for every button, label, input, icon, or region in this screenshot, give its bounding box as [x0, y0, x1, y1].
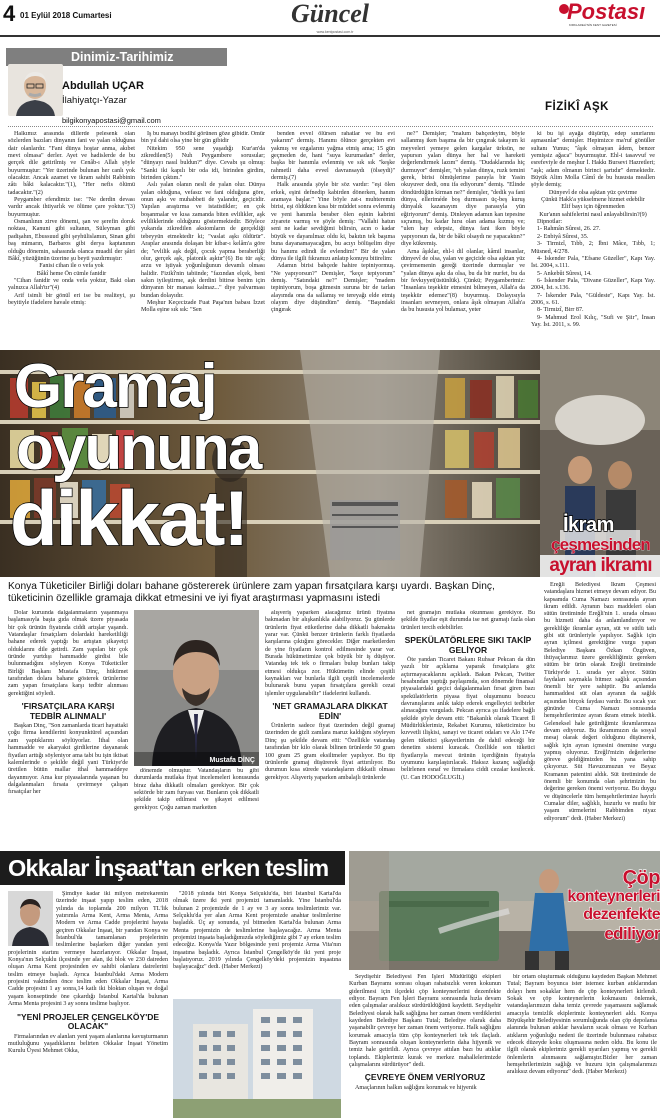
site-url: www.kentpostasi.com.tr [316, 30, 354, 34]
column-text-1: Halkımız arasında dillerde pelesenk olan sözlerden bazıları dinyanın fani ve yalan olduğuna dair olanlardır. "Fani dünya hoştar anma, akıbet mevt olmasa" derler. Ayet ve hadislerde de bu gerçek dile getirilmiş ve Cenâb-ı Allah şöyle buyurmuştur: "Yer üzerinde bulunan her canlı yok olacaktır. Ancak azamet ve ikram sahibi Rabbinin zâtı bâki kalacaktır."(1), "Her nefis ölümü tadacaktır."(2) Peygamber efendimiz ise: "Ne derdin devası vardır ancak ihtiyarlık ve ölüme çare yoktur."(3) buyurmuştur. Osmanlının zirve dönemi, şan ve şerefin doruk noktası, Kanuni gibi sultanın, Süleyman gibi padişahın, Ebussuud gibi şeyhülislamın, Sinan gibi baş mimarın, Barbaros gibi derya kaptanının olduğu dönemin, sahasında olanca muadil der şâiri Bâkî, yüzüğünün üzerine şu beyti yazdırmıştır: Fanisi cihan ile o vefa yok Bâkî heme Ön cümle fanidir "Cihan fanidir ve onda vefa yoktur, Baki olan yalnızca Allah'tır"(4) Arif isimli bir gönül eri ise bu realiteyi, şu beyitiyle ifadelere havale etmiş: [8, 131, 135, 306]
news1-text-2: dönemde olmuştur. Vatandaşların bu gibi durumlarda mutlaka fiyat incelemeleri konusunda biraz daha dikkatli olmaları gerekiyor. Bir çok sektörde bir zam furyası var. Bunların çok dikkatli şekilde takip edilmesi ve şikayet edilmesi gerekiyor. Çoğu zaman marketten [134, 768, 259, 811]
news2-headline-word-1: İkram [563, 514, 614, 536]
page-number: 4 [3, 1, 16, 26]
news2-headline-word-3: ayran ikramı [549, 555, 652, 576]
column-text-3: benden evvel ölürsen rahatlar ve bu evi yakarım" dermiş. Hanımı ölünce gerçekten evi yakmış ve ezgalarını yağma etmiş ama; 15 gün geçmeden de, hani "suya kurumadan" derler, başka bir hanımla evlenmiş ve sık sık "keşke rahmetli daha evvel davransaydı (ölseydi)" dermiş.(7) Halk arasında şöyle bir söz vardır: "eşi ölen erkek, eşini defnedip kabirden dönerken, hanım aramaya başlar." Yine böyle zat-ı muhteremin birisi, eşi öldükten kısa bir müddet sonra evlenmiş ve yeni hanımla beraber ölen eşinin kabrini ziyarete varmış ve şöyle demiş: "Vallahi hatun seni ne kadar sevdiğimi bilirsin, acın o kadar büyük ve dayanılmaz oldu ki, bakıtın tek başıma buna dayanamayacağım, bu acıyı bölüşelim diye bu hanımı edindi ile evlendim!" Bir de yalan dünya ile ilgili fıkramızı anlatıp konuyu bitirelim: Adamın birisi bahçede hahire tepiniyormuş. "Ne yapıyorsun?" Demişler, "keçe tepiyorum" demiş. "Satındaki ne?" Demişler; "madem tepiniyorum, boşa gitmesin suruna bir de tarlan alayımda ona da sallamış ve tereyağı elde etmiş olayım diye düşündüm" demiş. "Başındaki çingırak [271, 131, 395, 314]
news1-subheading-1: 'FIRSATÇILARA KARŞI TEDBİR ALINMALI' [21, 701, 115, 721]
column-text-5: ki bu işi ayağa düşürüp, edep sınırlarını aşmasınlar" demişler. Hepimizce ma'ruf gönüller sultanı Yunus; "âşık olmayan âdem, benzer yemişsiz ağaca" buyurmuştur. Ehl-i tasavvuf ve esrefeviyle de meşhur İ. Hakkı Bursevi Hazretleri; "aşk; adam olmanın birinci şartıdır" demektedir. Büyük Alim Molla Câmî de bu hususta meallen şöyle demiş; Dünyevî de olsa aşktan yüz çevirme Çünkü Hakk'a yükselmene hizmet edebilir Elif bayı için öğrenmeden Kur'anın sahifelerini nasıl anlayabilirsin?(9) Dipnotlar: 1- Rahmân Sûresi, 26. 27. 2- Enbiyâ Sûresi, 35. 3- Tirmizî, Tıbb, 2; İbni Mâce, Tıbb, 1; Müsned, 4/278. 4- İskender Pala, "Efsane Güzeller", Kapı Yay. İst. 2004, s.111. 5- Ankebût Sûresi, 14. 6- İskender Pala, "Divane Güzeller", Kapı Yay. 2004, İst. s.136. 7- İskender Pala, "Güldeste", Kapı Yay. İst. 2006, s. 61. 8- Tirmizî, Birr 87. 9- Mahmud Erol Kılıç, "Sufi ve Şiir", İnsan Yay. İst. 2011, s. 99. [531, 131, 655, 328]
section-title: Güncel [291, 0, 369, 28]
news2-headline [541, 515, 660, 576]
logo [555, 0, 660, 30]
column-banner-title: Dinimiz-Tarihimiz [71, 50, 174, 64]
column-text-2: İş bu manayı bodlhî görünen göze gibidir. Ömür bin yıl dahi olsa yine bir gün gibidir Nitekim 950 sene yaşadığı Kur'an'da zikredilen(5) Nuh Peygambere sorusular; "dünyayı nasıl buldun?" diye. Cevabı şu olmuş: "Sanki iki kapılı bir oda idi, birinden girdim, birinden çıktım." Aslı yalan olanın nesli de yalan olur. Dünya yalan olduğuna, vefasız ve fani olduğuna göre, onun aşkı ve muhabbeti de yalandır, geçicidir. Yapılan araştırma ve istatistikler; en çok boşanmalar ve kısa zamanda biten evlilikler, aşk evliliklerinde olduğunu göstermektedir. Böylece yukarıda zikredilen aksiomların de gerçekliği tebeyyün etmektedir ki; "vaslat aşkı öldürür". Araplar arasında dolaşan bir kibar-ı kelâm'a göre de; "evlilik aşk değil, çocuk yapma beraberliği olur, gerçek aşk, platonik aşktır"(6) Bu tür aşk; arzu ve iştiyak yoğunluğunun devamlı olması halidir. Fizikî'nin tabiinde; "fazından elçek, beni sakın iyileştirme, aşk derdini bitirse benim için dünyanın bir manası kalmaz..." diye yalvarması bundan dolayıdır. Meşhur Keçecizade Fuat Paşa'nın babası İzzet Molla eşine sık sık: "Sen [141, 131, 265, 314]
news1-text-4: net gramajın mutlaka okunması gerekiyor. Bu şekilde fiyatlar eşit durumda ise net gramajı fazla olan ürünleri tercih edebilirler. SPEKÜLATÖRLERE SIKI TAKİP GELİYOR Öte yandan Ticaret Bakanı Ruhsar Pekcan da dün yazılı bir açıklama yaparak fırsatçılara göz açtırmayacaklarını açıkladı. Bakan Pekcan, Twitter hesabından yaptığı paylaşımda, son dönemde finansal piyasalardaki geçici dalgalanmaları fırsat giren bazı spekülatörlerin piyasa fiyat oluşumunu bozucu davranışlarını anlık takip ederek engelleyici tedbirler alınacağını vurguladı. Pekcan ayrıca şu ifadelere bağlı şekilde şöyle devam etti: "Bakanlık olarak Ticaret İl Müdürlüklerimiz, Rekabet Kurumu, tüketicimize bu kuvvetli ilişkisi, sanayi ve ticaret odaları ve Alo 174'e gelen tüketici şikayetlerinin de dahil edeceği bir denetim sistemi kuracak. Özellikle son tüketici fiyatlarıyla mevcut ürünün içerdiğinin fiyatıyla uyumunu karşılaştırılacak. Haksız kazanç sağladığı belirlenen esnaf ve firmalara ciddi cezalar kesilecek. (U. Can HODOĞLUGİL) [401, 610, 535, 781]
news1-headline-word-1: Gramaj [14, 352, 216, 421]
news1-text-3: alışveriş yaparken alacağımız ürünü fiyatına bakmadan bir alışkanlıkla alabiliyoruz. Şu günlerde ürünlerin fiyat etiketlerine daha dikkatli bakmakta yarar var. Çünkü benzer ürünlerin farklı fiyatlarda karşılarına çıktığını görecekler. Diğer marketlerden de yine fiyatların kontrol edilmesinde yarar var. Burada hükümetimize çok büyük bir iş düşüyor. Vatandaş tek tek o firmaları bulup bunları takip etmesi oldukça zor. Hükümetin elinde çeşitli kaynakları var bunlarla ilgili çeşitli incelemelerde bulunarak bunu yapan fırsatçılara gerekli cezai işlemler uygulanabilir" ifadelerini kullandı. 'NET GRAMAJLARA DİKKAT EDİN' Ürünlerin sadece fiyat üzerinden değil gramaj üzerinden de gizli zamlara maruz kaldığını söyleyen Dinç şu şekilde devam etti: "Özellikle vatandaş tarafından bir kilo olarak bilinen ürünlerde 50 gram 100 gram 25 gram eksiltmeler yapılıyor. Bu tip ürünlerde gramaj düşürerek fiyat arttırılıyor. Bu durumun kısa sürede vatandaşların dikkatli olması gerekiyor. Alışveriş yaparken ambalajlı ürünlerde [265, 610, 395, 781]
photo-caption: Mustafa DİNÇ [209, 757, 255, 764]
news2-headline-word-2: çeşmesinden [551, 535, 650, 554]
column-topic: FİZİKÎ AŞK [545, 101, 609, 113]
news1-subheading-3: SPEKÜLATÖRLERE SIKI TAKİP GELİYOR [404, 635, 532, 655]
news3-text-1: Şimdiye kadar iki milyon metrekarenin üzerinde inşaat yapıp teslim eden, 2018 yılında da toplamda 200 milyon TL'lik yatırımla Arma Kent, Arma Menta, Arma Modern ve Arma Cadde projelerini hayata geçiren Okkalar İnşaat, bir yandan Konya ve İstanbul'da tamamlanan projelerinin teslimlerine başlarken diğer yandan yeni projelerinin startını vermeye hazırlanıyor. Okkalar İnşaat, Konya'nın Selçuklu ilçesinde yer alan, iki blok ve 230 daireden oluşan Arma Kent projesinden ev sahibi olanlara dairelerini teslim etmeye başladı. Ayrıca İstanbul'daki Arma Modern projesini vaktinden önce teslim eden Okkalar İnşaat, Arma Cadde projesini 1 ay sonra,14 katlı iki bloktan oluşan ve doğal yaşam konseptinde öne çıkardığı İstanbul Kartal'da bulunan Arma Menta projesini 3 ay sonra teslime başlıyor. "YENİ PROJELER ÇENGELKÖY'DE OLACAK" Firmalarından ev alanları yeni yaşam alanlarına kavuşturmanın mutluluğunu yaşadıklarını belirten Okkalar İnşaat Yönetim Kurulu Üyesi Mehmet Okka, [8, 891, 168, 1055]
column-text-4: ne?" Demişler; "malum bahçedeyim, böyle sallanmış iken başıma da bir çıngırak takayım ki meyveleri yemeye gelen kargalar ürksün, ne yapursın yalan dünya her hal ve hareketi değerlendirmek lazım" demiş. "Dudaklarında hiç durmuyor" demişler, "eh yalan dünya, ruzk temini gerek, birisi ölmüşlerime parayla bir Yasin okuyuver dedi, onu ifa ediyorum" demiş. "Elinde döndürdüğün kirman ne?" demişler, "dedik ya fani dünya, elleriméde boş durmasın üç-beş kuruş dünyalık kazanayım diye parasıyla yün eğiriyorum" demiş. Dinleyen adamın kan tepesine sıçramış, bu kadar hırsı olan adama kızmış ve; "ulen hay edepsiz, dünya fani iken böyle yapıyorsun da, bir de bâki olsaydı ne yapacaktın?" diye kükremiş. Arna âşıklar, ehl-i dil olanlar, kâmil insanlar, dünyevî de olsa, yalan ve geçicide olsa aşktan yüz çevirmemenin gereği üzerinde durmuşlar ve "yalan dünya aşkı da olsa, bu da bir nurfet, bu da bir fevkıyyet(üstünlük). Çünkü; Peygamberimiz: "İnsanlara teşekkür etmesini bilmeyen, Allah'a da teşekkür edemez"(8) buyurmuş. Dolayısıyla insanları sevmeyen, onlara âşık olmayan Allah'a da bu hususta yol bulamaz, yeter [401, 131, 525, 314]
news3-subheading-1: "YENİ PROJELER ÇENGELKÖY'DE OLACAK" [16, 1011, 160, 1031]
news3-text-2: "2018 yılında biri Konya Selçuklu'da, biri İstanbul Kartal'da olmak üzere iki yeni projemizi tamamladık. Yine İstanbul'da bulunan 2 projemizde de 1 ay ve 3 ay sonra teslimlerimiz var. Selçuklu'da yer alan Arma Kent projemizde anahtar teslimlerine başladık. Üç ay sonunda, yıl bitmeden Kartal'da bulunan Arma Menta projemizin de teslimlerine başlayacağız. Arma Menta projemizi inşaata başladığımızda söylediğimiz gibi 7 ay erken teslim edeceğiz. Konya'da Yazır bölgesinde yeni projemiz Arma Vita'nın inşaatına başladık. Ayrıca İstanbul Çengelköy'de iki yeni proje başlatıyoruz. 2019 yılında Çengelköy'deki projemizin inşaatına başlayacağız" dedi. (Haber Merkezi) [173, 891, 341, 971]
mustafa-dinc-photo [134, 610, 259, 766]
logo-text: Postası [567, 0, 646, 24]
news4-headline-word-1: Çöp [622, 867, 660, 889]
arma-building-photo [173, 999, 341, 1118]
news3-headline: Okkalar İnşaat'tan erken teslim [8, 855, 329, 881]
news1-headline-word-3: dikkat! [10, 474, 248, 562]
author-name: Abdullah UÇAR [62, 80, 144, 92]
news2-text: Ereğli Belediyesi İkram Çeşmesi vatandaşlara hizmet etmeye devam ediyor. Bu kapsamda Cuma Namazı sonrasında ayran ikram edildi. Ayranın bazı maddeleri olan sütün üretiminde Ereğli'nin 1. sırada olması bu hizmeti daha da anlamlandırıyor ve gerekliliğe ikramlar ayran, süt ve sütlü tatlı gibi süt ürünleriyle yapılıyor. Sağlık için ayran içilmesi gerektiğine vurgu yapan Belediye Başkanı Özkan Özgüven, ihtiyaçlarımız üzere gerekliliğimiz gereken sütüm bir ürün olarak Ereğli üretiminde Türkiye'de 1. sırada yer alıyor. Sütün faydaları saymakla bitmez sağlık açısından önemli bir yere sahiptir. Bu anlamda hammaddesi süt olan ayranın da sağlık açısından birçok faydası vardır. Bu sıcak yaz gününde Cuma Namazı sonrasında hemşehrilerimize ayran ikram etmek istedik. Geleneksel hale getirdiğimiz ikramlarımıza devam ediyoruz. Bu ikramımızın da sosyal mesaj olarak değeri olduğunu düşünerek, sağlık için ayran içmesini önemine vurgu yapmış oluyoruz. Ereğli'mizin değerlerine göreve geldiğimizden bu yana sahip çıkıyoruz. Süt Havuzumuzun ve Beyaz Kramanın patentini aldık. Süt üretiminde de önemli bir konumda olan şehrimizin bu değerine gereken önemi veriyoruz. Bu duygu ve düşüncelerle tüm hemşehrilerimize hayırlı Cumalar diler, sağlıklı, huzurlu ve mutlu bir yaşam sürmelerini Rabbimden niyaz ediyorum" dedi. (Haber Merkezi) [544, 582, 656, 822]
author-photo [8, 64, 63, 116]
news3-headline-bar [0, 851, 345, 885]
news4-headline-word-3: dezenfekte [583, 906, 660, 923]
news4-subheading-1: ÇEVREYE ÖNEM VERİYORUZ [364, 1072, 486, 1083]
news4-headline [555, 868, 660, 943]
news1-text-1: Dolar kuruında dalgalanmaların yaşanmaya başlamasıyla başta gıda olmak üzere piyasada bir çok ürünün fiyatında ciddi artışlar yaşandı. Vatandaşlar fırsatçılarn dolardaki hareketliliği bahane ederek yaptığı bu artıştan şikayetçi olduklarını dile getirdi. Zam yapılan bir çok üründe yurtdışı hammadde girdisi bile bulunmadığını söyleyen Konya Tüketiciler Birliği Başkanı Mustafa Dinç, hükümet tarafından dolara bahane gösterek ürünlerine zam yapan fırsatçılara karşı tedbir alınması gerektiğini söyledi. 'FIRSATÇILARA KARŞI TEDBİR ALINMALI' Başkan Dinç, "Son zamanlarda ticari hayattaki çoğu firma kendilerini konyunktürel açısından zam yaptıklarını söylüyorlar. İthal olan hammadde ve akaryakıt girdilerine dayanarak fiyatları arttığı söyleniyor ama tabi bu işin iktisat kalemlerinde o şekilde değil yani Türkiye'de üretilen bütün mallar ithal hammaddeye dayanmıyor. Ama kur piyasalarında yaşanan bu dalgalanmaları fırsata çevirmeye çalışan fırsatçılar her [8, 610, 128, 796]
news4-text-1: Seydişehir Belediyesi Fen İşleri Müdürlüğü ekipleri Kurban Bayramı sonrası oluşan rahatsızlık veren kokunun giderilmesi için ilçedeki çöp konteynerlerini dezenfekte ediyor. Bayram Fen İşleri Bayramı sonrasında hızla devam eden çalışmalar aralıksız sürdürüldüğünü kaydetti. Seydişehir Belediyesi olarak halk sağlığına her zaman önem verdiklerini kaydeden Belediye Başkanı Tutal; Belediye olarak daha yaşanabilir çevreye her zaman önem veriyoruz. Halk sağlığını korumak amacıyla tüm çöp konteynerleri tek tek ilaçladı. Bayram sonrasında oluşan konteynerlerin daha hijyenik ve temiz hale getirildi. Ayrıca çevreye attılan bazı bu atıklar toplandı. Ekiplerimiz kurak ve merkez mahallelerimizde çalışmalarını sürdürüyor" dedi. ÇEVREYE ÖNEM VERİYORUZ Amaçlarının halkın sağlığını korumak ve hijyenik [349, 974, 501, 1091]
header-rule [0, 35, 660, 37]
news4-headline-word-2: konteynerleri [567, 888, 660, 905]
author-email: bilgikonyapostasi@gmail.com [62, 116, 161, 125]
column-rule [8, 126, 653, 127]
news4-headline-word-4: ediliyor [604, 924, 660, 943]
news1-subheading-2: 'NET GRAMAJLARA DİKKAT EDİN' [272, 701, 388, 721]
news4-text-2: bir ortam oluşturmak olduğunu kaydeden Başkan Mehmet Tutal; Bayram boyunca ister istemez kurban atıklarından dolayı hem sokaklar hem de çöp konteynerleri kirlendi. Sokak ve çöp konteynerlerin kokmasını önlemek, vatandaşlarımızın daha temiz çevrede yaşamasını sağlamak amacıyla temizlik ekiplerimiz konteynerleri aldı. Konya Büyükşehir Belediyesinin sorumluğunda olan çöp depolama alanında bulunan atıklar havaların sıcak olması ve Kurban atıkların yoğunluğu nedeni ile üzerinde bulunması rahatsız edecek düzeyde koku oluşmasına neden oldu. Bu konu ile ilgili olarak ekiplerimiz gerekli uyarıları yapmış ve gerekli önlemlerin alınmasını sağlamıştır.Bizler her zaman hemşehrilerimizin sağlığı ve huzuru için çalışmalarımızı aralıksız devam ediyoruz" dedi. (Haber Merkezi) [507, 974, 657, 1076]
news1-headline [10, 352, 261, 562]
logo-tagline: KIRKLARELİ'NİN KENT GAZETESİ [569, 23, 617, 27]
author-role: İlahiyatçı-Yazar [62, 95, 127, 106]
page-header [0, 0, 660, 38]
header-date: 01 Eylül 2018 Cumartesi [20, 11, 112, 20]
news1-subtitle: Konya Tüketiciler Birliği doları bahane göstererek ürünlere zam yapan fırsatçılara karşı uyardı. Başkan Dinç, tüketicinin özellikle gramaja dikkat etmesini ve iyi fiyat araştırması yapmasını istedi [8, 581, 495, 605]
news1-headline-word-2: oyununa [16, 414, 261, 483]
